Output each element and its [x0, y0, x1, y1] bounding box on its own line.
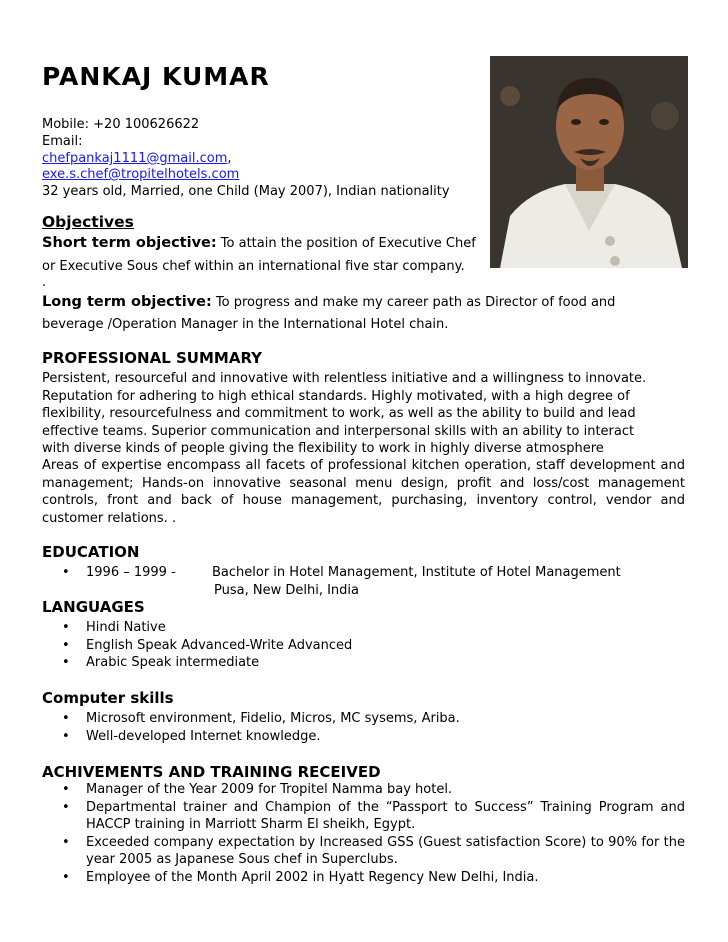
email-line-1	[42, 150, 232, 167]
long-term-text-1: To progress and make my career path as Director of food and	[211, 295, 616, 310]
computer-skill-item: • Well-developed Internet knowledge.	[62, 728, 685, 746]
summary-line-1: Persistent, resourceful and innovative with relentless initiative and a willingness to innovate.	[42, 371, 647, 386]
language-item: • English Speak Advanced-Write Advanced	[62, 637, 685, 655]
summary-paragraph-expertise: Areas of expertise encompass all facets of professional kitchen operation, staff development and management; Hands-on innovative seasonal menu design, profit and loss/cost management controls, front and back of house management, purchasing, inventory control, vendor and customer relations. .	[42, 458, 685, 526]
computer-skill-item: • Microsoft environment, Fidelio, Micros, MC sysems, Ariba.	[62, 710, 685, 728]
long-term-text-2: beverage /Operation Manager in the International Hotel chain.	[42, 317, 449, 332]
language-item: • Hindi Native	[62, 619, 685, 637]
short-term-text-2: or Executive Sous chef within an international five star company.	[42, 259, 465, 274]
languages-list	[62, 619, 685, 672]
short-term-text-1: To attain the position of Executive Chef	[216, 236, 476, 251]
education-date: 1996 – 1999 -	[86, 565, 176, 580]
computer-skills-list	[62, 710, 685, 745]
candidate-name: PANKAJ KUMAR	[42, 62, 270, 91]
achievements-list	[62, 781, 685, 887]
email-line-2	[42, 166, 239, 183]
computer-skills-heading: Computer skills	[42, 689, 174, 707]
achievement-item: • Exceeded company expectation by Increased GSS (Guest satisfaction Score) to 90% for the year 2005 as Japanese Sous chef in Superclubs.	[62, 834, 685, 869]
long-term-label: Long term objective:	[42, 294, 212, 310]
mobile-line: Mobile: +20 100626622	[42, 117, 200, 132]
objectives-heading: Objectives	[42, 213, 134, 231]
education-bullet: •	[62, 565, 70, 580]
achievement-item: • Manager of the Year 2009 for Tropitel Namma bay hotel.	[62, 781, 685, 799]
chef-portrait-image	[490, 56, 688, 268]
education-location: Pusa, New Delhi, India	[214, 583, 359, 598]
email-separator: ,	[227, 151, 232, 166]
summary-heading: PROFESSIONAL SUMMARY	[42, 349, 263, 367]
email-label: Email:	[42, 134, 83, 149]
short-term-objective	[42, 235, 476, 252]
achievement-item: • Employee of the Month April 2002 in Hyatt Regency New Delhi, India.	[62, 869, 685, 887]
long-term-objective	[42, 294, 615, 311]
summary-line-3: flexibility, resourcefulness and commitment to work, as well as the ability to build and lead	[42, 406, 636, 421]
profile-photo	[490, 56, 688, 268]
summary-line-5: with diverse kinds of people giving the flexibility to work in highly diverse atmosphere	[42, 441, 604, 456]
email-link-secondary[interactable]: exe.s.chef@tropitelhotels.com	[42, 167, 240, 182]
languages-heading: LANGUAGES	[42, 598, 145, 616]
achievements-heading: ACHIVEMENTS AND TRAINING RECEIVED	[42, 763, 381, 781]
email-link-primary[interactable]: chefpankaj1111@gmail.com	[42, 151, 228, 166]
summary-line-4: effective teams. Superior communication and interpersonal skills with an ability to interact	[42, 424, 635, 439]
education-heading: EDUCATION	[42, 543, 140, 561]
short-term-label: Short term objective:	[42, 235, 217, 251]
achievement-item: • Departmental trainer and Champion of the “Passport to Success” Training Program and HACCP training in Marriott Sharm El sheikh, Egypt.	[62, 799, 685, 834]
education-degree: Bachelor in Hotel Management, Institute of Hotel Management	[212, 565, 621, 580]
personal-details: 32 years old, Married, one Child (May 2007), Indian nationality	[42, 184, 450, 199]
education-item	[62, 564, 621, 582]
summary-line-2: Reputation for adhering to high ethical standards. Highly motivated, with a high degree of	[42, 389, 630, 404]
objective-dot: .	[42, 275, 47, 290]
language-item: • Arabic Speak intermediate	[62, 654, 685, 672]
